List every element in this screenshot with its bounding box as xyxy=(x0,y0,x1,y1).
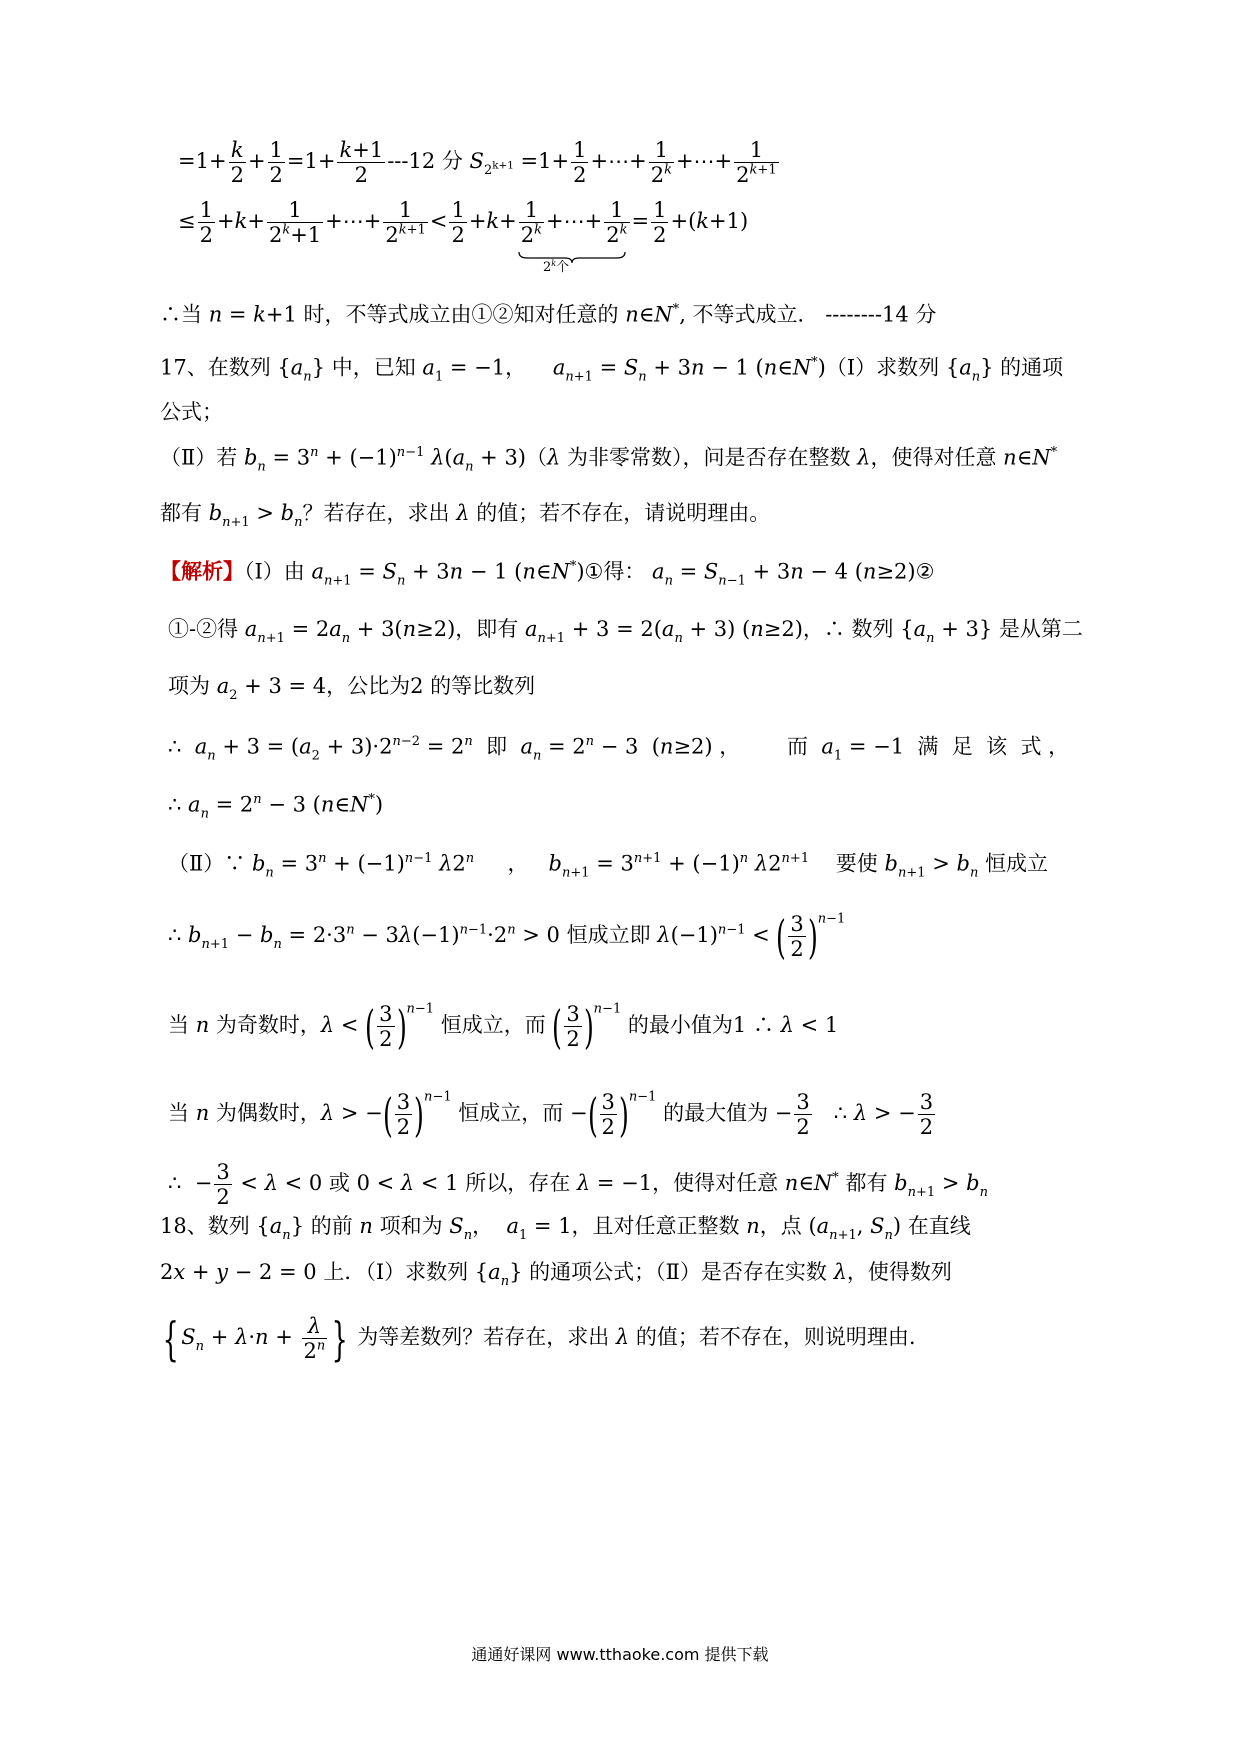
underbrace-label: 2$^k$个 xyxy=(543,259,570,276)
solution-line-1: =1+ $\frac{k}{2}$ + $\frac{1}{2}$ =1+ $\frac{k+1}{2}$ ---12 分 $S_{2^{k+1}} =1+$ $\frac{1}{2}$ +⋯+ $\frac{1}{2^k}$ +⋯+ $\frac{1}{2^{k+1}}$ xyxy=(178,138,777,188)
jiexi-label: 【解析】 xyxy=(160,558,244,584)
sol-step-4: ∴ $a_n + 3 = (a_2 + 3)\cdot 2^{n-2} = 2^n$ 即 $a_n = 2^n - 3$ (n≥2) ， 而 $a_1 = -1$ 满 足 该 式 ， xyxy=(168,734,1070,764)
underbrace-icon xyxy=(517,250,627,264)
q18-line-3: { $S_n + \lambda\cdot n$ + $\frac{\lambda}{2^n}$ } 为等差数列？若存在，求出 λ 的值；若不存在，则说明理由. xyxy=(162,1311,916,1366)
sol-step-5: ∴ $a_n = 2^n - 3$ (n∈N*) xyxy=(168,792,384,822)
sol-step-9: 当 n 为偶数时，λ > −( $\frac{3}{2}$ )$^{n-1}$ 恒成立，而 −( $\frac{3}{2}$ )$^{n-1}$ 的最大值为 − $\frac{3}{2}$ ∴ λ > − $\frac{3}{2}$ xyxy=(168,1087,934,1142)
solution-line-3: ∴当 n = k+1 时，不等式成立由①②知对任意的 n∈N*, 不等式成立． --------14 分 xyxy=(160,302,937,327)
sol-step-2: ①-②得 $a_{n+1} = 2a_n + 3(n\ge 2)$，即有 $a_{n+1} + 3 = 2(a_n + 3)$ (n≥2)，∴ 数列 $\{a_n + 3\}$ 是从第二 xyxy=(168,617,1083,646)
q17-line-4: 都有 $b_{n+1} > b_n$？若存在，求出 λ 的值；若不存在，请说明理由。 xyxy=(160,501,771,530)
sol-step-10: ∴ − $\frac{3}{2}$ < λ < 0 或 0 < λ < 1 所以，存在 λ = −1，使得对任意 n∈N* 都有 $b_{n+1} > b_n$ xyxy=(168,1160,988,1210)
sol-step-7: ∴ $b_{n+1} - b_n = 2\cdot 3^n - 3\lambda(-1)^{n-1}\cdot 2^n > 0$ 恒成立即 $\lambda(-1)^{n-1}$ < ( $\frac{3}{2}$ )$^{n-1}$ xyxy=(168,909,846,964)
solution-line-2: ≤ $\frac{1}{2}$ +k+ $\frac{1}{2^k+1}$ +⋯+ $\frac{1}{2^{k+1}}$ < $\frac{1}{2}$ +k+ $\frac{1}{2^k}$ +⋯+ $\frac{1}{2^k}$ = $\frac{1}{2}$ +(k+1) xyxy=(178,198,748,247)
page-footer: 通通好课网 www.tthaoke.com 提供下载 xyxy=(471,1645,769,1664)
q18-line-2: 2x + y − 2 = 0 上．（Ⅰ）求数列 $\{a_n\}$ 的通项公式；（Ⅱ）是否存在实数 λ，使得数列 xyxy=(160,1260,952,1289)
q17-line-2: 公式； xyxy=(160,400,223,424)
sol-step-3: 项为 $a_2 + 3 = 4$，公比为2 的等比数列 xyxy=(168,674,536,703)
q17-line-3: （Ⅱ）若 $b_n = 3^n + (-1)^{n-1}$ $\lambda(a_n + 3)(\lambda$ 为非零常数），问是否存在整数 λ，使得对任意 n∈N* xyxy=(160,445,1058,475)
sol-step-6: （Ⅱ）∵ $b_n = 3^n + (-1)^{n-1}$ λ2$^n$ ， $b_{n+1} = 3^{n+1} + (-1)^n$ $\lambda 2^{n+1}$ 要使 $b_{n+1} > b_n$ 恒成立 xyxy=(168,851,1049,881)
q17-line-1: 17、在数列 $\{a_n\}$ 中，已知 $a_1 = -1$， $a_{n+1} = S_n + 3n - 1$ (n∈N*)（Ⅰ）求数列 $\{a_n\}$ 的通项 xyxy=(160,355,1064,385)
sol-step-1: 【解析】（Ⅰ）由 $a_{n+1} = S_n + 3n - 1$ (n∈N*)①得： $a_n = S_{n-1} + 3n - 4$ (n≥2)② xyxy=(160,558,935,589)
sol-step-8: 当 n 为奇数时，λ < ( $\frac{3}{2}$ )$^{n-1}$ 恒成立，而 ( $\frac{3}{2}$ )$^{n-1}$ 的最小值为1 ∴ λ < 1 xyxy=(168,999,839,1054)
q18-line-1: 18、数列 $\{a_n\}$ 的前 n 项和为 $S_n$， $a_1 = 1$，且对任意正整数 n，点 ($a_{n+1}$, $S_n$) 在直线 xyxy=(160,1214,971,1243)
